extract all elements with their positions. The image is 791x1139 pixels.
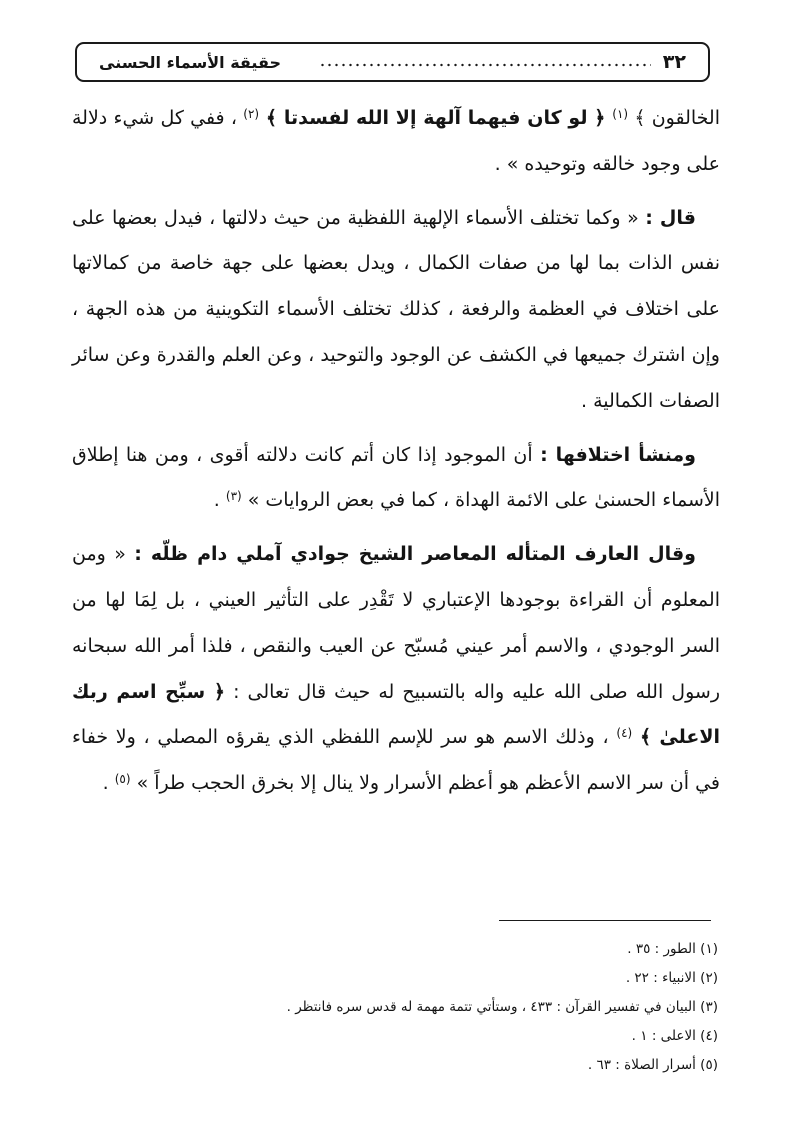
footnote-separator <box>499 920 711 921</box>
paragraph-1 <box>72 96 720 188</box>
footnotes <box>100 935 718 1080</box>
text-run: . <box>102 772 115 795</box>
text-run: « وكما تختلف الأسماء الإلهية اللفظية من حيث دلالتها ، فيدل بعضها على نفس الذات بما لها من صفات الكمال ، ويدل بعضها على جهة خاصة من كمالاتها على اختلاف في العظمة والرفعة ، كذلك تختلف الأسماء التكوينية من هذه الجهة ، وإن اشترك جميعها في الكشف عن الوجود والتوحيد ، وعن العلم والقدرة وعن سائر الصفات الكمالية . <box>72 206 720 412</box>
footnote-2: (٢) الانبياء : ٢٢ . <box>625 970 718 986</box>
text-run <box>632 726 640 748</box>
text-run: ، ففي كل شيء دلالة على وجود خالقه وتوحيده » . <box>72 107 720 175</box>
page-number: ٣٢ <box>662 51 686 73</box>
footnote-ref: (٤) <box>616 726 633 741</box>
text-run: أن الموجود إذا كان أتم كانت دلالته أقوى ، ومن هنا إطلاق الأسماء الحسنىٰ على الائمة الهداة ، كما في بعض الروايات » <box>72 443 720 512</box>
bold-text: ﴿ سبِّح اسم ربك الاعلىٰ ﴾ <box>72 680 720 749</box>
text-run: الخالقون ﴾ <box>628 107 720 129</box>
text-run: ، وذلك الاسم هو سر للإسم اللفظي الذي يقرؤه المصلي ، ولا خفاء في أن سر الاسم الأعظم هو أعظم الأسرار ولا ينال إلا بخرق الحجب طراً » <box>72 726 720 795</box>
footnote-3: (٣) البيان في تفسير القرآن : ٤٣٣ ، وستأتي تتمة مهمة له قدس سره فانتظر . <box>286 999 718 1015</box>
footnote-4: (٤) الاعلى : ١ . <box>631 1028 718 1044</box>
footnote-ref: (٣) <box>225 489 242 504</box>
footnote-1: (١) الطور : ٣٥ . <box>627 941 718 957</box>
bold-text: وقال العارف المتأله المعاصر الشيخ جوادي آملي دام ظلّه : <box>134 543 696 566</box>
running-title: حقيقة الأسماء الحسنى <box>99 52 282 72</box>
footnote-ref: (٢) <box>243 107 260 121</box>
running-header <box>75 42 710 82</box>
text-run: . <box>213 489 226 512</box>
bold-text: ﴿ لو كان فيهما آلهة إلا الله لفسدتا ﴾ <box>259 107 613 129</box>
main-text <box>72 96 720 807</box>
footnote-ref: (١) <box>612 107 629 121</box>
paragraph-4 <box>72 532 720 807</box>
bold-text: ومنشأ اختلافها : <box>540 443 696 466</box>
bold-text: قال : <box>645 206 696 229</box>
footnote-5: (٥) أسرار الصلاة : ٦٣ . <box>587 1057 718 1073</box>
header-dotted-leader <box>319 63 651 67</box>
paragraph-2 <box>72 196 720 425</box>
text-run: « ومن المعلوم أن القراءة بوجودها الإعتباري لا تَقْدِر على التأثير العيني ، بل لِمَا لها من السر الوجودي ، والاسم أمر عيني مُسبّح عن العيب والنقص ، فلذا أمر الله سبحانه رسول الله صلى الله عليه واله بالتسبيح له حيث قال تعالى : <box>72 543 720 703</box>
paragraph-3 <box>72 433 720 525</box>
footnote-ref: (٥) <box>114 772 131 787</box>
